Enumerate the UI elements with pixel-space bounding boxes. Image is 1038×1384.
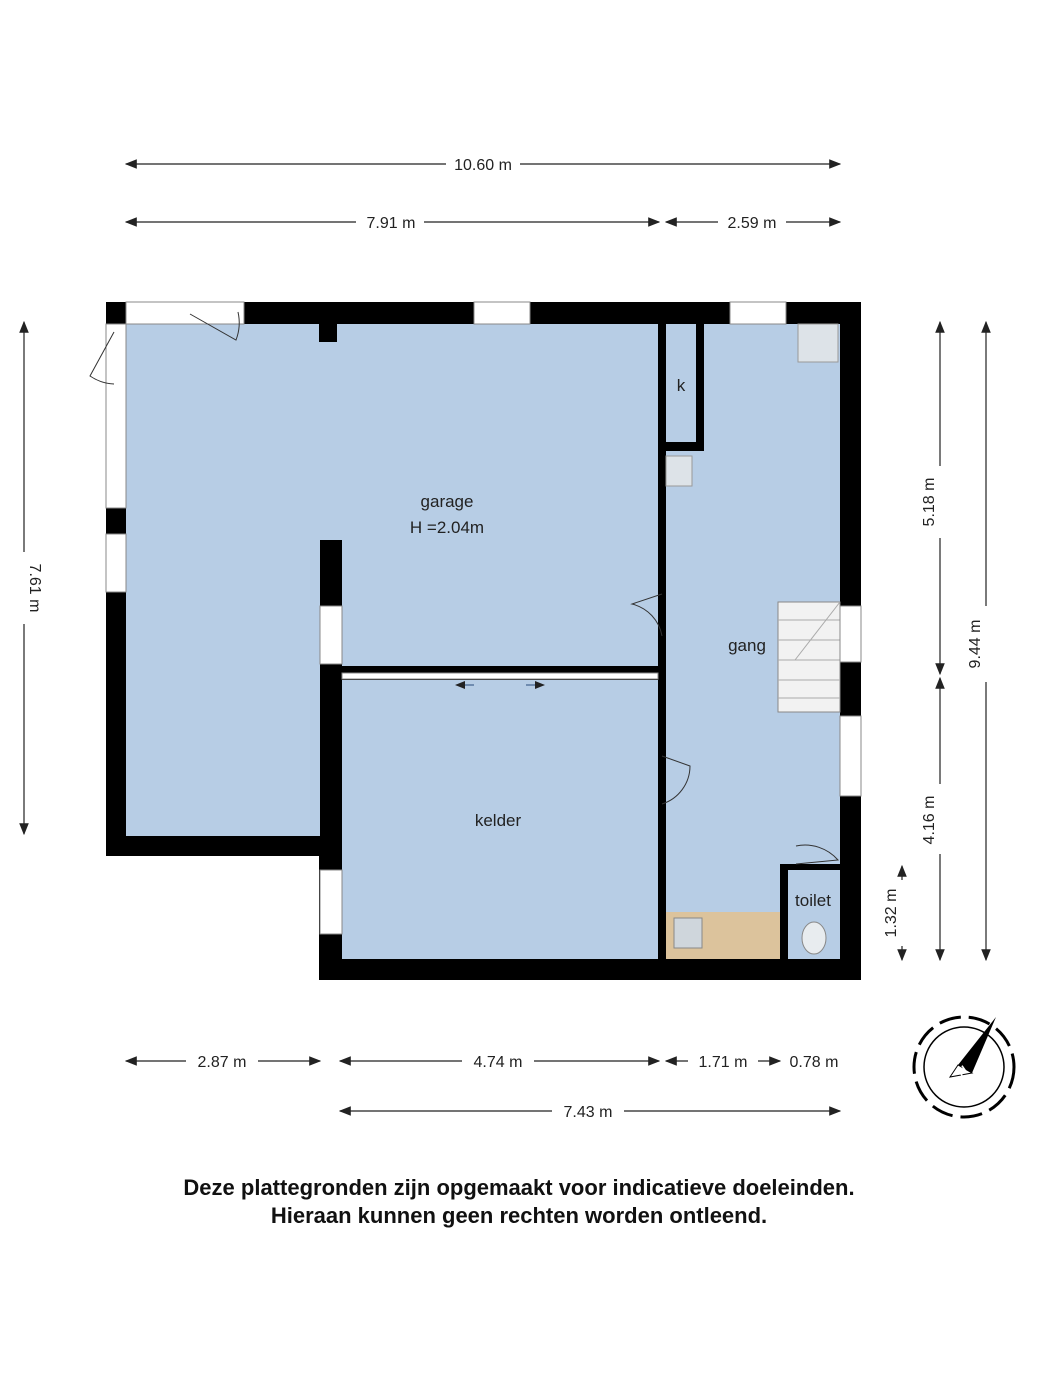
room-label-closet: k: [676, 376, 686, 395]
wall-column: [319, 324, 337, 342]
dim-label-bottom-1: 2.87 m: [197, 1054, 247, 1071]
wall-toilet: [780, 864, 788, 959]
wall-toilet-top: [780, 864, 840, 870]
room-label-toilet: toilet: [795, 891, 831, 910]
meter-box-icon: [666, 456, 692, 486]
boiler-icon: [798, 324, 838, 362]
dim-label-bottom-total: 7.43 m: [563, 1104, 613, 1121]
dimension-bottom-2: [340, 1054, 659, 1071]
dim-label-top-left: 7.91 m: [366, 215, 416, 232]
dim-label-top-right: 2.59 m: [727, 215, 777, 232]
wall-closet-side: [696, 324, 704, 450]
wall-garage-gang: [658, 324, 666, 959]
dim-label-bottom-3: 1.71 m: [698, 1054, 748, 1071]
dim-label-right-upper: 5.18 m: [921, 477, 938, 527]
dimension-right-lower: [921, 678, 940, 960]
dim-label-left-height: 7.61 m: [26, 563, 43, 613]
dimension-right-small: [883, 866, 902, 960]
sliding-door: [342, 673, 658, 679]
dimension-bottom-1: [126, 1054, 320, 1071]
dimension-bottom-total: [340, 1104, 840, 1121]
dim-label-right-total: 9.44 m: [967, 619, 984, 669]
dimension-bottom-3: [666, 1054, 780, 1071]
dimension-right-total: [967, 322, 986, 960]
toilet-icon: [802, 922, 826, 954]
dim-label-top-total: 10.60 m: [454, 157, 512, 174]
compass-icon: [914, 1017, 1014, 1117]
sink-icon: [674, 918, 702, 948]
disclaimer-line-1: Deze plattegronden zijn opgemaakt voor indicatieve doeleinden.: [183, 1175, 855, 1200]
room-garage-wing-fill: [126, 540, 320, 836]
dim-label-bottom-2: 4.74 m: [473, 1054, 523, 1071]
dim-label-right-lower: 4.16 m: [921, 795, 938, 845]
disclaimer-line-2: Hieraan kunnen geen rechten worden ontleend.: [270, 1203, 768, 1228]
room-label-garage: garage: [420, 492, 474, 511]
room-label-gang: gang: [728, 636, 766, 655]
compass-north-label: N: [954, 1062, 970, 1079]
dimension-top-left: [126, 215, 659, 232]
dim-label-right-small: 1.32 m: [883, 888, 900, 938]
dim-label-bottom-4: 0.78 m: [789, 1054, 839, 1071]
dimension-top-right: [666, 215, 840, 232]
dimension-left-height: [24, 322, 43, 834]
dimension-top-total: [126, 157, 840, 174]
room-label-garage-height: H =2.04m: [409, 518, 485, 537]
room-label-kelder: kelder: [474, 811, 522, 830]
dimension-right-upper: [921, 322, 940, 674]
stairs-icon: [778, 602, 840, 712]
